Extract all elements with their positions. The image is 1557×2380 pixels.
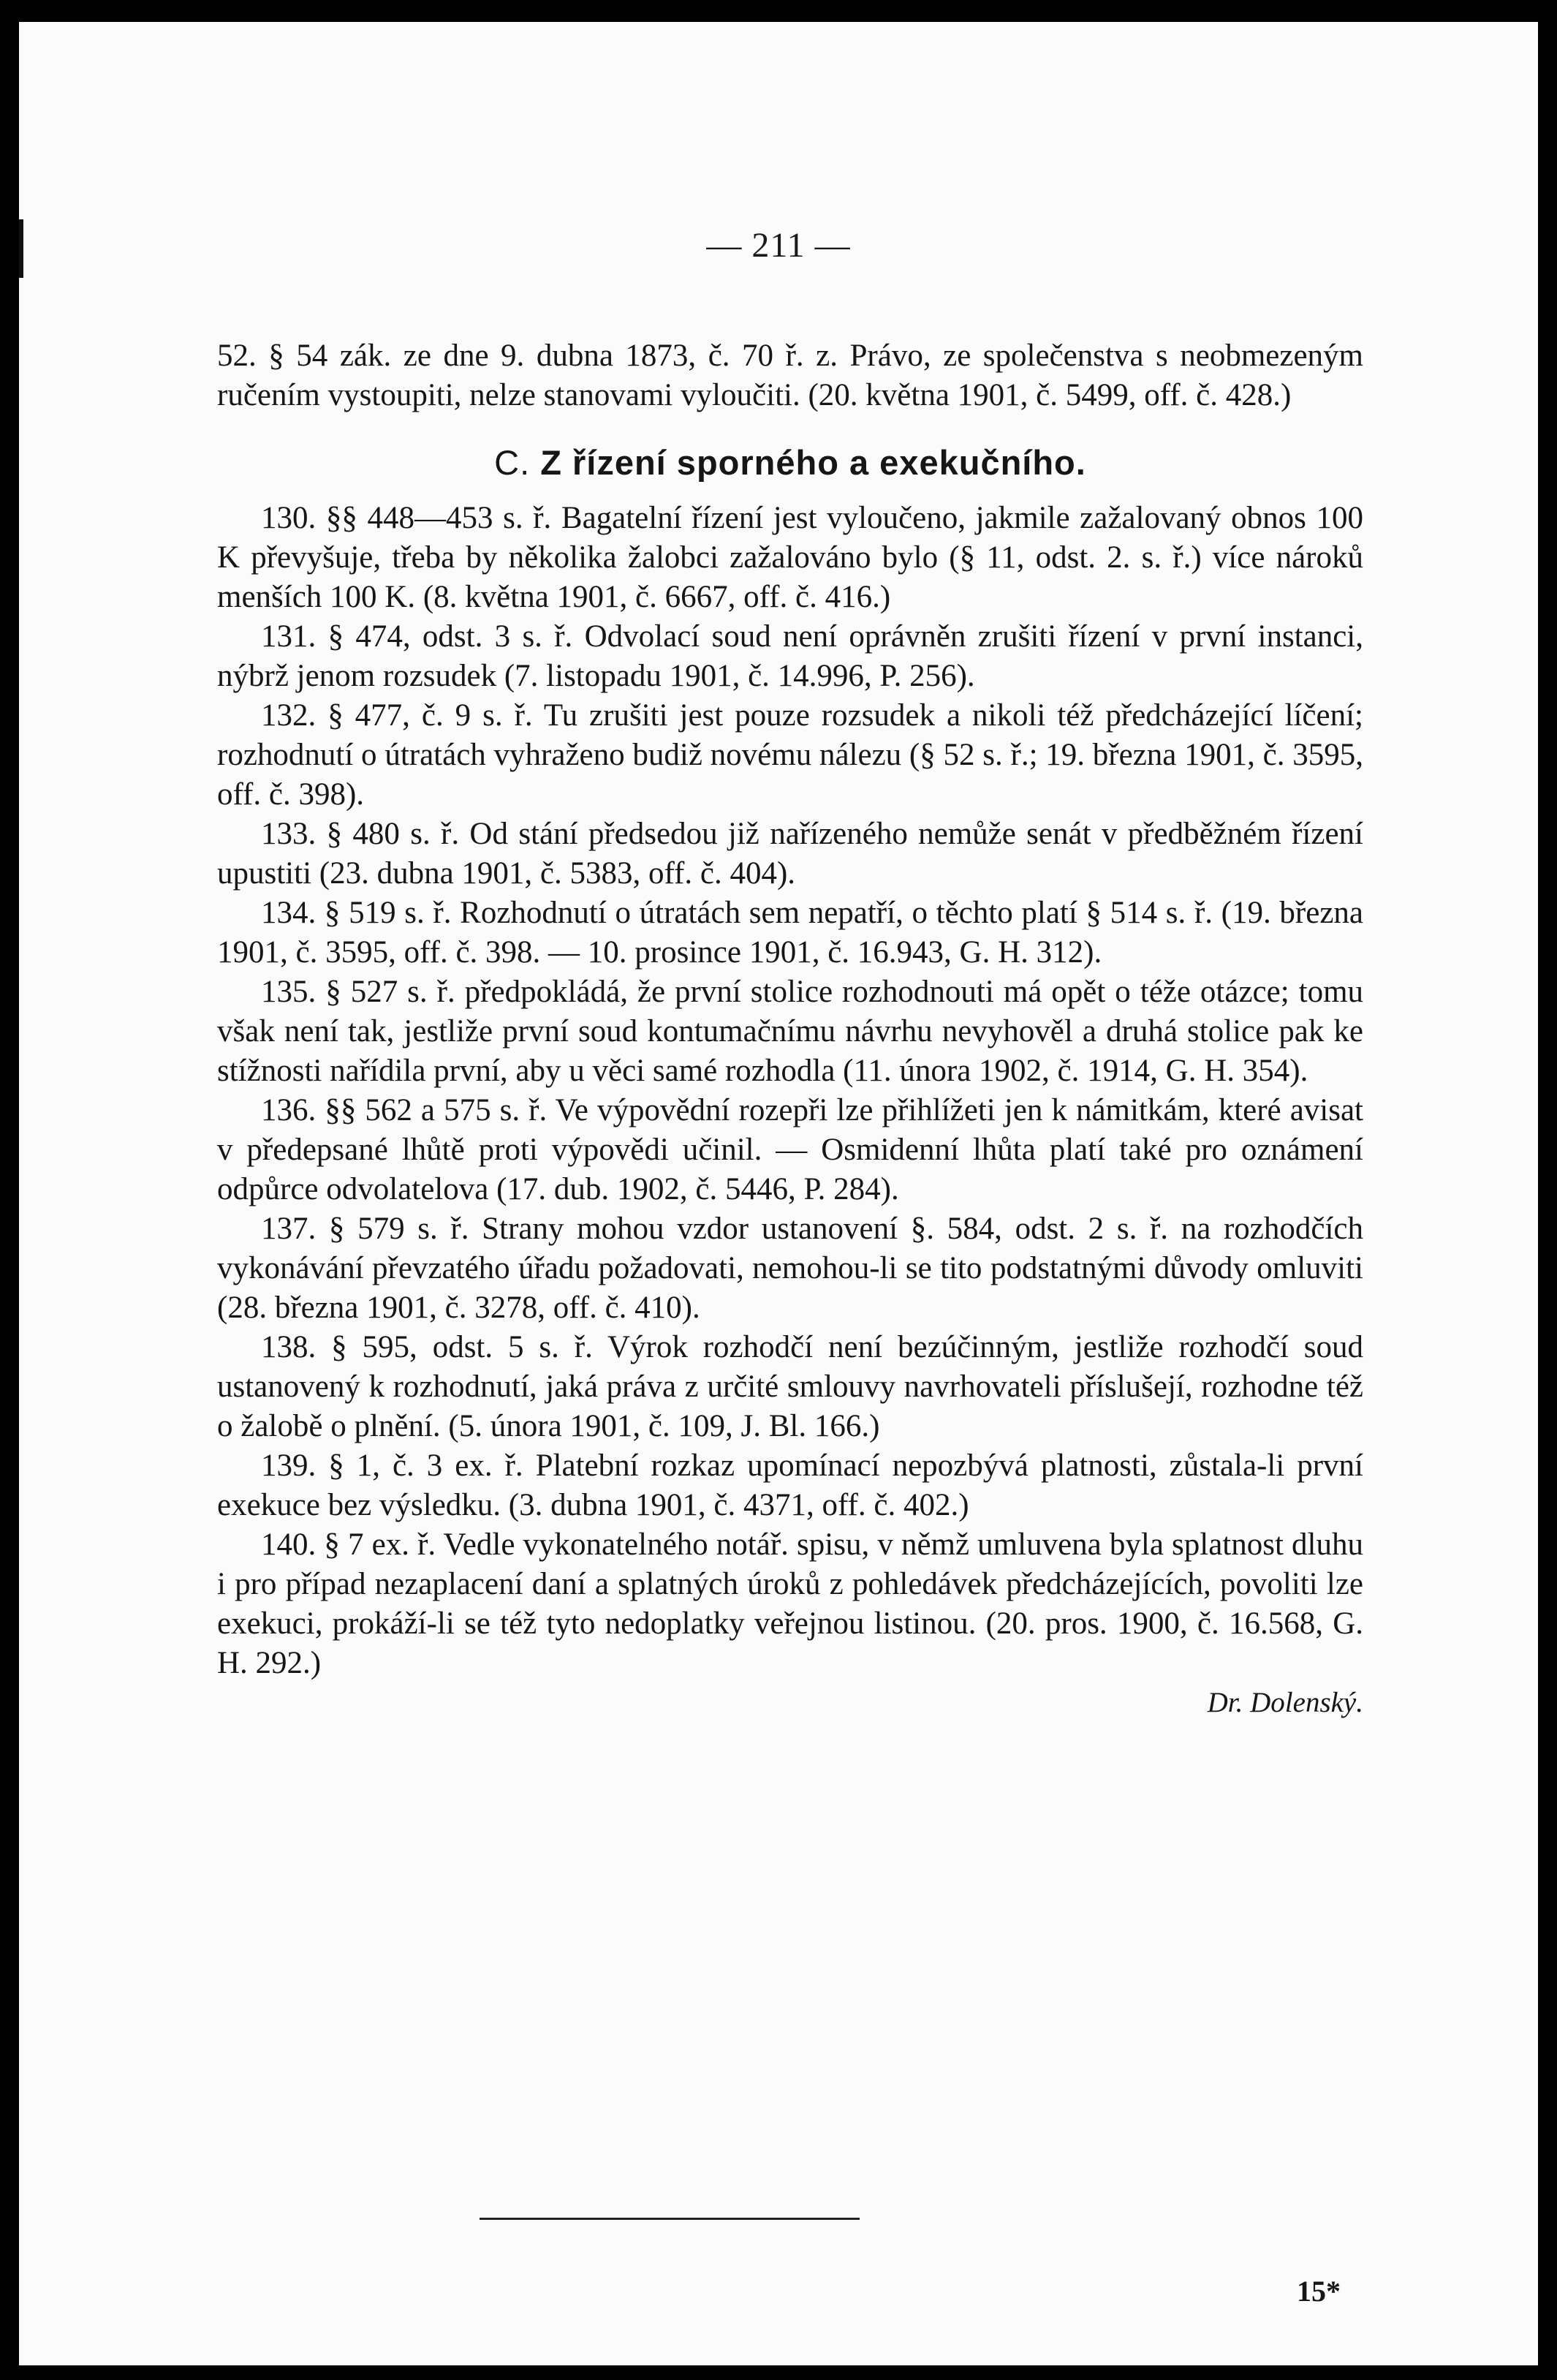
paragraph-138 xyxy=(217,1328,1363,1446)
paragraph-136 xyxy=(217,1091,1363,1209)
paragraph-text: § 579 s. ř. Strany mohou vzdor ustanovení §. 584, odst. 2 s. ř. na rozhodčích vykonávání převzatého úřadu požadovati, nemohou-li se tito podstatnými důvody omluviti (28. března 1901, č. 3278, off. č. 410). xyxy=(217,1212,1364,1325)
paragraph-number: 133. xyxy=(261,817,317,851)
paragraph-140 xyxy=(217,1525,1363,1683)
paragraph-number: 137. xyxy=(261,1212,317,1246)
paragraph-text: § 1, č. 3 ex. ř. Platební rozkaz upomínací nepozbývá platnosti, zůstala-li první exekuce bez výsledku. (3. dubna 1901, č. 4371, off. č. 402.) xyxy=(217,1448,1363,1522)
paragraph-number: 131. xyxy=(261,619,317,654)
paragraph-number: 132. xyxy=(261,698,317,733)
paragraph-text: §§ 448—453 s. ř. Bagatelní řízení jest vyloučeno, jakmile zažalovaný obnos 100 K převyšuje, třeba by několika žalobci zažalováno bylo (§ 11, odst. 2. s. ř.) více nároků menších 100 K. (8. května 1901, č. 6667, off. č. 416.) xyxy=(217,501,1363,614)
paragraph-text: §§ 562 a 575 s. ř. Ve výpovědní rozepři lze přihlížeti jen k námitkám, které avisat v předepsané lhůtě proti výpovědi učinil. — Osmidenní lhůta platí také pro oznámení odpůrce odvolatelova (17. dub. 1902, č. 5446, P. 284). xyxy=(217,1093,1364,1206)
paragraph-130 xyxy=(217,499,1363,617)
paragraph-131 xyxy=(217,617,1363,696)
paragraph-number: 134. xyxy=(261,896,317,930)
paragraph-number: 135. xyxy=(261,975,317,1009)
paragraph-133 xyxy=(217,815,1363,894)
paragraph-text: § 54 zák. ze dne 9. dubna 1873, č. 70 ř. z. Právo, ze společenstva s neobmezeným ručením vystoupiti, nelze stanovami vyloučiti. (20. května 1901, č. 5499, off. č. 428.) xyxy=(217,339,1364,412)
paragraph-text: § 477, č. 9 s. ř. Tu zrušiti jest pouze rozsudek a nikoli též předcházející líčení; rozhodnutí o útratách vyhraženo budiž novému nálezu (§ 52 s. ř.; 19. března 1901, č. 3595, off. č. 398). xyxy=(217,698,1363,812)
paragraph-number: 130. xyxy=(261,501,317,535)
section-letter: C. xyxy=(494,443,531,482)
paragraph-132 xyxy=(217,696,1363,815)
body-text xyxy=(217,336,1363,1723)
page-number: — 211 — xyxy=(706,226,851,265)
section-heading xyxy=(217,443,1363,483)
paragraph-text: § 527 s. ř. předpokládá, že první stolice rozhodnouti má opět o téže otázce; tomu však není tak, jestliže první soud kontumačnímu návrhu nevyhověl a druhá stolice pak ke stížnosti nařídila první, aby u věci samé rozhodla (11. února 1902, č. 1914, G. H. 354). xyxy=(217,975,1364,1088)
paragraph-135 xyxy=(217,972,1363,1091)
paragraph-134 xyxy=(217,894,1363,972)
section-title: Z řízení sporného a exekučního. xyxy=(540,443,1086,482)
paragraph-number: 52. xyxy=(217,339,257,373)
author-signature: Dr. Dolenský. xyxy=(1207,1687,1363,1718)
paragraph-52 xyxy=(217,336,1363,415)
paragraph-number: 140. xyxy=(261,1527,317,1562)
paragraph-139 xyxy=(217,1446,1363,1525)
paragraph-text: § 595, odst. 5 s. ř. Výrok rozhodčí není bezúčinným, jestliže rozhodčí soud ustanovený k rozhodnutí, jaká práva z určité smlouvy navrhovateli příslušejí, rozhodne též o žalobě o plnění. (5. února 1901, č. 109, J. Bl. 166.) xyxy=(217,1330,1364,1443)
paragraph-number: 138. xyxy=(261,1330,317,1364)
paragraph-number: 136. xyxy=(261,1093,317,1127)
paragraph-text: § 474, odst. 3 s. ř. Odvolací soud není oprávněn zrušiti řízení v první instanci, nýbrž jenom rozsudek (7. listopadu 1901, č. 14.996, P. 256). xyxy=(217,619,1364,693)
signature-row xyxy=(217,1683,1363,1723)
sheet-signature-mark: 15* xyxy=(1297,2275,1341,2308)
document-page xyxy=(19,22,1538,2365)
footnote-rule xyxy=(480,2218,860,2220)
paragraph-text: § 7 ex. ř. Vedle vykonatelného notář. spisu, v němž umluvena byla splatnost dluhu i pro případ nezaplacení daní a splatných úroků z pohledávek předcházejících, povoliti lze exekuci, prokáží-li se též tyto nedoplatky veřejnou listinou. (20. pros. 1900, č. 16.568, G. H. 292.) xyxy=(217,1527,1363,1680)
paragraph-text: § 480 s. ř. Od stání předsedou již nařízeného nemůže senát v předběžném řízení upustiti (23. dubna 1901, č. 5383, off. č. 404). xyxy=(217,817,1363,891)
paragraph-text: § 519 s. ř. Rozhodnutí o útratách sem nepatří, o těchto platí § 514 s. ř. (19. března 1901, č. 3595, off. č. 398. — 10. prosince 1901, č. 16.943, G. H. 312). xyxy=(217,896,1363,970)
paragraph-137 xyxy=(217,1209,1363,1328)
paragraph-number: 139. xyxy=(261,1448,317,1483)
